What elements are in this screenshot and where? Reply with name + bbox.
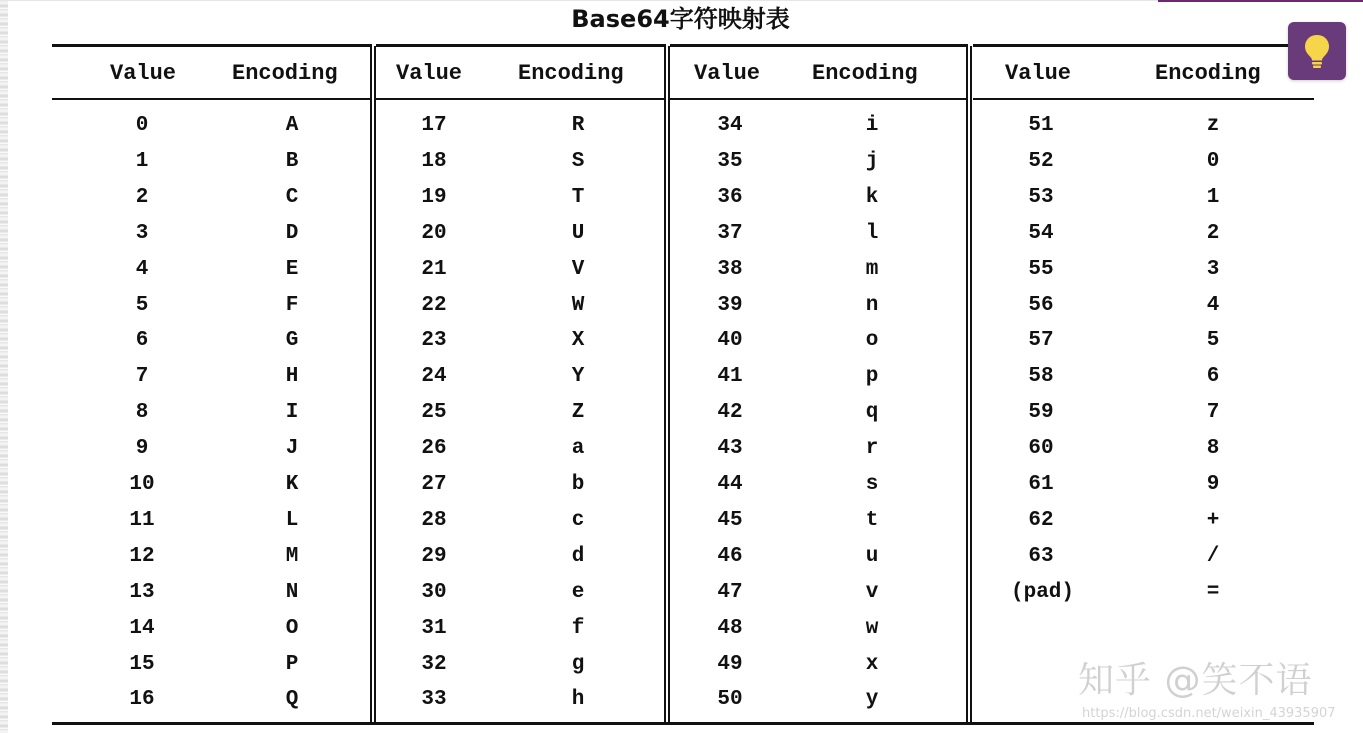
cell-encoding: G: [285, 329, 299, 353]
cell-value: 53: [1028, 185, 1054, 209]
cell-value: 36: [717, 185, 743, 209]
cell-encoding: q: [865, 401, 879, 425]
url-watermark: https://blog.csdn.net/weixin_43935907: [1082, 706, 1336, 721]
cell-encoding: p: [865, 365, 879, 389]
cell-encoding: o: [865, 329, 879, 353]
cell-encoding: d: [571, 544, 585, 568]
cell-value: 24: [421, 365, 447, 389]
cell-value: 18: [421, 149, 447, 173]
cell-value: 41: [717, 365, 743, 389]
cell-value: 23: [421, 329, 447, 353]
cell-value: 11: [129, 508, 155, 532]
cell-value: 5: [135, 293, 149, 317]
cell-encoding: A: [285, 114, 299, 137]
cell-value: 20: [421, 221, 447, 245]
cell-value: 37: [717, 221, 743, 245]
cell-encoding: D: [285, 221, 299, 245]
cell-encoding: V: [571, 257, 585, 281]
cell-value: 4: [135, 257, 149, 281]
cell-value: 0: [135, 114, 149, 137]
cell-encoding: n: [865, 293, 879, 317]
cell-value: 43: [717, 437, 743, 461]
cell-encoding: T: [571, 185, 585, 209]
lightbulb-icon: [1302, 33, 1332, 69]
cell-value: 62: [1028, 508, 1054, 532]
cell-encoding: W: [571, 293, 585, 317]
cell-value: 51: [1028, 114, 1054, 137]
page-title: [0, 4, 1363, 34]
cell-value: 32: [421, 652, 447, 676]
cell-value: 21: [421, 257, 447, 281]
header-top-rule: [52, 44, 372, 47]
cell-encoding: +: [1206, 508, 1220, 532]
table-bottom-rule: [52, 722, 1314, 725]
cell-value: 2: [135, 185, 149, 209]
cell-encoding: f: [571, 616, 585, 640]
cell-encoding: 5: [1206, 329, 1220, 353]
cell-value: 60: [1028, 437, 1054, 461]
cell-encoding: k: [865, 185, 879, 209]
cell-value: 9: [135, 437, 149, 461]
cell-encoding: h: [571, 688, 585, 712]
cell-encoding: 0: [1206, 149, 1220, 173]
cell-encoding: w: [865, 616, 879, 640]
cell-value: 13: [129, 580, 155, 604]
header-encoding: Encoding: [1155, 61, 1261, 86]
cell-value: 19: [421, 185, 447, 209]
cell-value: 26: [421, 437, 447, 461]
cell-value: 39: [717, 293, 743, 317]
cell-value: 15: [129, 652, 155, 676]
cell-encoding: t: [865, 508, 879, 532]
cell-value: 1: [135, 149, 149, 173]
header-top-rule: [973, 44, 1314, 47]
cell-encoding: 6: [1206, 365, 1220, 389]
table-column: [376, 44, 666, 724]
column-separator: [370, 46, 372, 724]
cell-encoding: Z: [571, 401, 585, 425]
cell-encoding: 1: [1206, 185, 1220, 209]
table-column: [973, 44, 1314, 724]
cell-encoding: z: [1206, 114, 1220, 137]
cell-encoding: N: [285, 580, 299, 604]
header-bottom-rule: [973, 98, 1314, 100]
header-value: Value: [396, 61, 463, 86]
cell-encoding: K: [285, 473, 299, 496]
cell-encoding: I: [285, 401, 299, 425]
header-encoding: Encoding: [812, 61, 918, 86]
title-text: Base64字符映射表: [571, 5, 790, 33]
header-value: Value: [1005, 61, 1072, 86]
cell-encoding: R: [571, 114, 585, 137]
cell-encoding: 8: [1206, 437, 1220, 461]
cell-encoding: 9: [1206, 473, 1220, 496]
cell-value: 35: [717, 149, 743, 173]
header-encoding: Encoding: [518, 61, 624, 86]
cell-value: 31: [421, 616, 447, 640]
header-bottom-rule: [670, 98, 968, 100]
header-top-rule: [670, 44, 968, 47]
cell-value: 54: [1028, 221, 1054, 245]
cell-encoding: x: [865, 652, 879, 676]
cell-value: 42: [717, 401, 743, 425]
header-bottom-rule: [376, 98, 666, 100]
cell-encoding: g: [571, 652, 585, 676]
cell-encoding: j: [865, 149, 879, 173]
cell-value: 38: [717, 257, 743, 281]
cell-encoding: 2: [1206, 221, 1220, 245]
cell-encoding: s: [865, 473, 879, 496]
header-value: Value: [110, 61, 177, 86]
column-separator: [966, 46, 968, 724]
cell-value: 40: [717, 329, 743, 353]
cell-value: 46: [717, 544, 743, 568]
cell-encoding: C: [285, 185, 299, 209]
column-separator: [970, 46, 972, 724]
header-bottom-rule: [52, 98, 372, 100]
cell-encoding: b: [571, 473, 585, 496]
cell-encoding: F: [285, 293, 299, 317]
scan-edge: [0, 0, 8, 733]
cell-value: 58: [1028, 365, 1054, 389]
hint-button[interactable]: [1288, 22, 1346, 80]
cell-value: 33: [421, 688, 447, 712]
cell-encoding: Q: [285, 688, 299, 712]
header-top-rule: [376, 44, 666, 47]
cell-value: 3: [135, 221, 149, 245]
top-accent-bar: [1158, 0, 1363, 2]
cell-encoding: E: [285, 257, 299, 281]
cell-value: 29: [421, 544, 447, 568]
cell-value: 47: [717, 580, 743, 604]
cell-encoding: v: [865, 580, 879, 604]
cell-encoding: B: [285, 149, 299, 173]
cell-encoding: m: [865, 257, 879, 281]
cell-value: 44: [717, 473, 743, 496]
cell-encoding: l: [865, 221, 879, 245]
cell-encoding: =: [1206, 580, 1220, 604]
cell-encoding: X: [571, 329, 585, 353]
cell-value: 12: [129, 544, 155, 568]
column-separator: [374, 46, 376, 724]
cell-value: 57: [1028, 329, 1054, 353]
header-encoding: Encoding: [232, 61, 338, 86]
cell-encoding: a: [571, 437, 585, 461]
cell-encoding: S: [571, 149, 585, 173]
cell-encoding: P: [285, 652, 299, 676]
cell-encoding: H: [285, 365, 299, 389]
cell-encoding: e: [571, 580, 585, 604]
cell-value: 45: [717, 508, 743, 532]
cell-value: 10: [129, 473, 155, 496]
cell-value: 50: [717, 688, 743, 712]
cell-value: 17: [421, 114, 447, 137]
cell-encoding: y: [865, 688, 879, 712]
cell-value: 52: [1028, 149, 1054, 173]
cell-encoding: 3: [1206, 257, 1220, 281]
cell-value: 28: [421, 508, 447, 532]
cell-encoding: c: [571, 508, 585, 532]
zhihu-watermark: 知乎 @笑不语: [1078, 660, 1313, 701]
cell-encoding: 4: [1206, 293, 1220, 317]
cell-value: 59: [1028, 401, 1054, 425]
cell-encoding: /: [1206, 544, 1220, 568]
cell-encoding: i: [865, 114, 879, 137]
cell-encoding: u: [865, 544, 879, 568]
cell-value: 30: [421, 580, 447, 604]
cell-value: 8: [135, 401, 149, 425]
table-column: [52, 44, 372, 724]
cell-value: 34: [717, 114, 743, 137]
cell-value: (pad): [1011, 580, 1075, 604]
cell-encoding: M: [285, 544, 299, 568]
cell-value: 14: [129, 616, 155, 640]
cell-value: 27: [421, 473, 447, 496]
cell-encoding: L: [285, 508, 299, 532]
cell-value: 49: [717, 652, 743, 676]
column-separator: [668, 46, 670, 724]
cell-encoding: 7: [1206, 401, 1220, 425]
cell-value: 16: [129, 688, 155, 712]
cell-value: 63: [1028, 544, 1054, 568]
cell-value: 6: [135, 329, 149, 353]
header-value: Value: [694, 61, 761, 86]
table-column: [670, 44, 968, 724]
cell-encoding: O: [285, 616, 299, 640]
cell-encoding: J: [285, 437, 299, 461]
cell-value: 55: [1028, 257, 1054, 281]
cell-value: 7: [135, 365, 149, 389]
cell-value: 61: [1028, 473, 1054, 496]
cell-value: 22: [421, 293, 447, 317]
cell-value: 48: [717, 616, 743, 640]
cell-encoding: Y: [571, 365, 585, 389]
column-separator: [664, 46, 666, 724]
cell-value: 25: [421, 401, 447, 425]
cell-encoding: U: [571, 221, 585, 245]
cell-encoding: r: [865, 437, 879, 461]
cell-value: 56: [1028, 293, 1054, 317]
